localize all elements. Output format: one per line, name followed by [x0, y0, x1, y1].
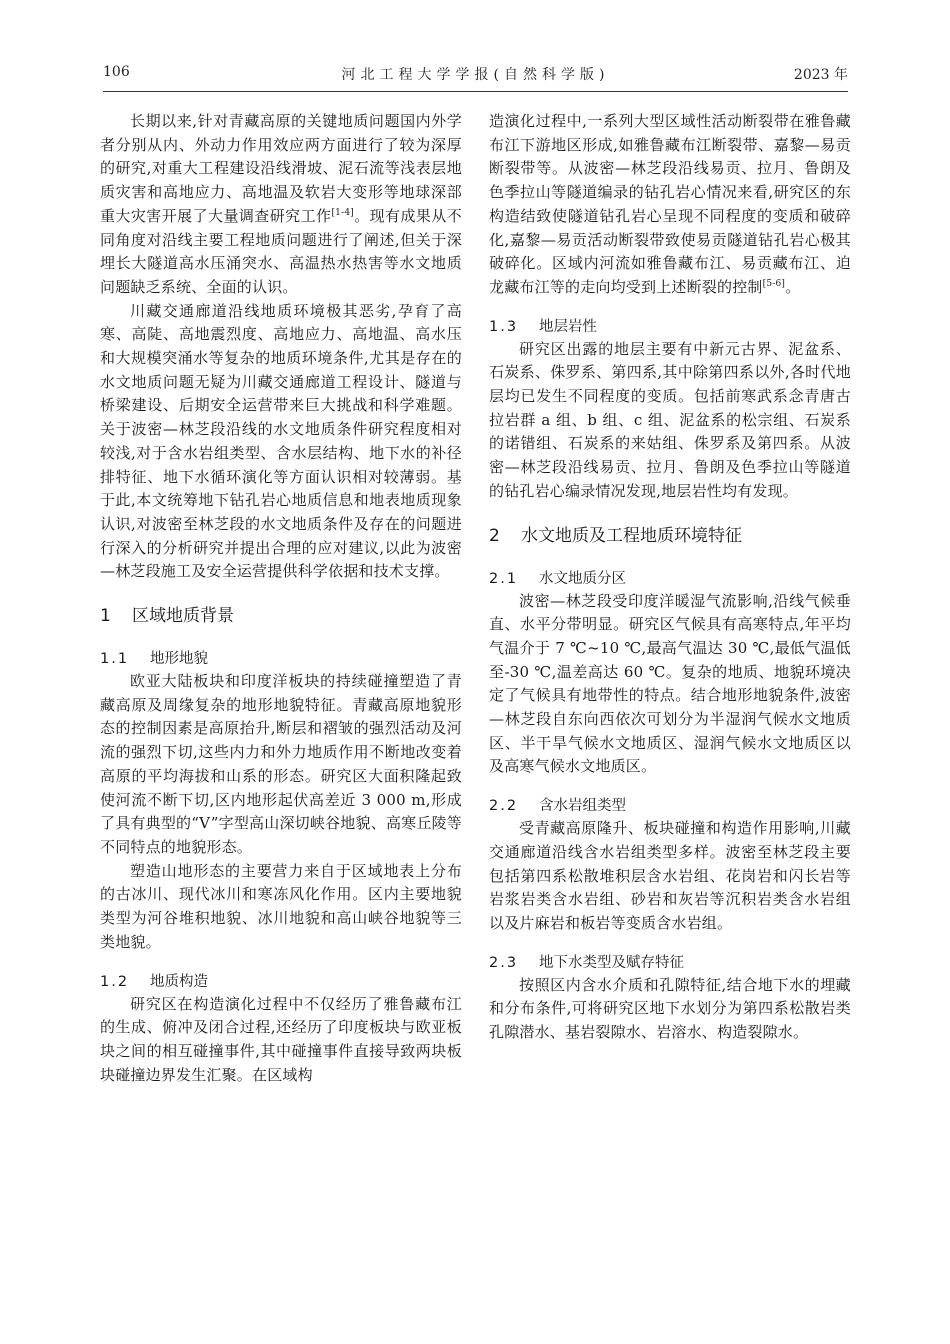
citation-ref: [5-6] [762, 278, 786, 289]
running-header [103, 64, 848, 86]
subsection-heading-2-3 [489, 952, 851, 974]
subsection-heading-1-3 [489, 316, 851, 338]
header-rule [103, 91, 848, 92]
subsection-heading-1-1 [100, 648, 462, 670]
right-column [489, 110, 851, 1045]
page-number: 106 [103, 64, 130, 80]
paragraph-2-3: 按照区内含水介质和孔隙特征,结合地下水的埋藏和分布条件,可将研究区地下水划分为第四系松散岩类孔隙潜水、基岩裂隙水、岩溶水、构造裂隙水。 [489, 975, 851, 1042]
subsection-number: 1.3 [489, 318, 519, 335]
section-heading-2 [489, 524, 851, 548]
section-number: 2 [489, 525, 500, 546]
section-title: 水文地质及工程地质环境特征 [521, 525, 742, 546]
subsection-title: 地层岩性 [539, 318, 597, 335]
subsection-number: 1.2 [100, 973, 130, 990]
paragraph-1-2-a: 研究区在构造演化过程中不仅经历了雅鲁藏布江的生成、俯冲及闭合过程,还经历了印度板块与欧亚板块之间的相互碰撞事件,其中碰撞事件直接导致两块板块碰撞边界发生汇聚。在区域构 [100, 994, 462, 1084]
subsection-number: 1.1 [100, 651, 130, 668]
subsection-title: 地质构造 [150, 973, 208, 990]
subsection-number: 2.3 [489, 954, 519, 971]
subsection-title: 含水岩组类型 [539, 798, 626, 815]
subsection-heading-2-1 [489, 568, 851, 590]
intro-p1-tail: 。现有成果从不同角度对沿线主要工程地质问题进行了阐述,但关于深埋长大隧道高水压涌突水、高温热水热害等水文地质问题缺乏系统、全面的认识。 [100, 206, 462, 296]
intro-paragraph-1 [100, 110, 462, 300]
paragraph-2-1: 波密—林芝段受印度洋暖湿气流影响,沿线气候垂直、水平分带明显。研究区气候具有高寒特点,年平均气温介于 7 ℃~10 ℃,最高气温达 30 ℃,最低气温低至-30 ℃,温差高达 60 ℃。复杂的地质、地貌环境决定了气候具有地带性的特点。结合地形地貌条件,波密—林芝段自东向西依次可划分为半湿润气候水文地质区、半干旱气候水文地质区、湿润气候水文地质区以及高寒气候水文地质区。 [489, 591, 851, 776]
paragraph-1-1-a: 欧亚大陆板块和印度洋板块的持续碰撞塑造了青藏高原及周缘复杂的地形地貌特征。青藏高原地貌形态的控制因素是高原抬升,断层和褶皱的强烈活动及河流的强烈下切,这些内力和外力地质作用不断地改变着高原的平均海拔和山系的形态。研究区大面积隆起致使河流不断下切,区内地形起伏高差近 3 000 m,形成了具有典型的“V”字型高山深切峡谷地貌、高寒丘陵等不同特点的地貌形态。 [100, 672, 462, 856]
section-title: 区域地质背景 [132, 606, 234, 627]
subsection-heading-2-2 [489, 795, 851, 817]
paragraph-2-2: 受青藏高原隆升、板块碰撞和构造作用影响,川藏交通廊道沿线含水岩组类型多样。波密至林芝段主要包括第四系松散堆积层含水岩组、花岗岩和闪长岩等岩浆岩类含水岩组、砂岩和灰岩等沉积岩类含水岩组以及片麻岩和板岩等变质含水岩组。 [489, 819, 851, 932]
subsection-title: 地下水类型及赋存特征 [539, 954, 684, 971]
left-column [100, 110, 462, 1087]
paragraph-1-1-b: 塑造山地形态的主要营力来自于区域地表上分布的古冰川、现代冰川和寒冻风化作用。区内主要地貌类型为河谷堆积地貌、冰川地貌和高山峡谷地貌等三类地貌。 [100, 861, 462, 951]
publication-year: 2023 年 [793, 67, 848, 83]
intro-p1-text: 长期以来,针对青藏高原的关键地质问题国内外学者分别从内、外动力作用效应两方面进行了较为深厚的研究,对重大工程建设沿线滑坡、泥石流等浅表层地质灾害和高地应力、高地温及软岩大变形等地球深部重大灾害开展了大量调查研究工作 [100, 112, 462, 225]
continued-tail: 。 [785, 277, 801, 296]
paragraph-1-3: 研究区出露的地层主要有中新元古界、泥盆系、石炭系、侏罗系、第四系,其中除第四系以外,各时代地层均已发生不同程度的变质。包括前寒武系念青唐古拉岩群 a 组、b 组、c 组、泥盆系的松宗组、石炭系的诺错组、石炭系的来姑组、侏罗系及第四系。从波密—林芝段沿线易贡、拉月、鲁朗及色季拉山等隧道的钻孔岩心编录情况发现,地层岩性均有发现。 [489, 339, 851, 500]
citation-ref: [1-4] [331, 207, 354, 218]
subsection-title: 地形地貌 [150, 651, 208, 668]
subsection-number: 2.2 [489, 798, 519, 815]
subsection-title: 水文地质分区 [539, 570, 626, 587]
journal-title: 河北工程大学学报(自然科学版) [341, 67, 610, 83]
section-number: 1 [100, 606, 111, 627]
subsection-heading-1-2 [100, 971, 462, 993]
continued-text: 造演化过程中,一系列大型区域性活动断裂带在雅鲁藏布江下游地区形成,如雅鲁藏布江断裂带、嘉黎—易贡断裂带等。从波密—林芝段沿线易贡、拉月、鲁朗及色季拉山等隧道编录的钻孔岩心情况来看,研究区的东构造结致使隧道钻孔岩心呈现不同程度的变质和破碎化,嘉黎—易贡活动断裂带致使易贡隧道钻孔岩心极其破碎化。区域内河流如雅鲁藏布江、易贡藏布江、迫龙藏布江等的走向均受到上述断裂的控制 [489, 112, 851, 296]
paragraph-1-2-continued [489, 110, 851, 300]
intro-paragraph-2: 川藏交通廊道沿线地质环境极其恶劣,孕育了高寒、高陡、高地震烈度、高地应力、高地温、高水压和大规模突涌水等复杂的地质环境条件,尤其是存在的水文地质问题无疑为川藏交通廊道工程设计、隧道与桥梁建设、后期安全运营带来巨大挑战和科学难题。关于波密—林芝段沿线的水文地质条件研究程度相对较浅,对于含水岩组类型、含水层结构、地下水的补径排特征、地下水循环演化等方面认识相对较薄弱。基于此,本文统筹地下钻孔岩心地质信息和地表地质现象认识,对波密至林芝段的水文地质条件及存在的问题进行深入的分析研究并提出合理的应对建议,以此为波密—林芝段施工及安全运营提供科学依据和技术支撑。 [100, 301, 462, 581]
subsection-number: 2.1 [489, 570, 519, 587]
section-heading-1 [100, 604, 462, 628]
